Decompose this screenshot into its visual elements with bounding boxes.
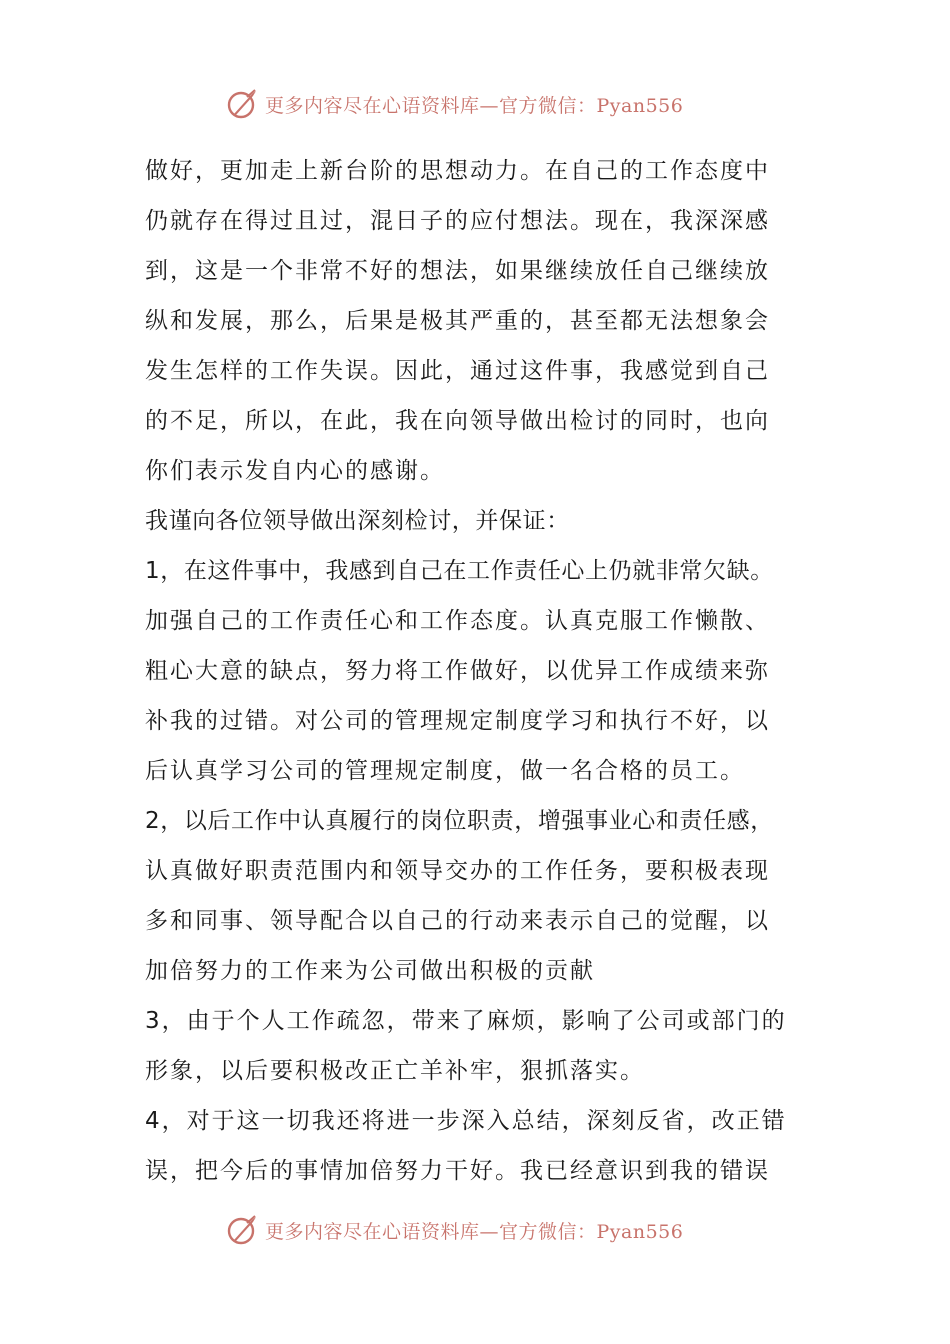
text-line: 加倍努力的工作来为公司做出积极的贡献 <box>145 958 595 984</box>
list-item-1: 1，在这件事中，我感到自己在工作责任心上仍就非常欠缺。 <box>145 558 774 584</box>
text-line: 仍就存在得过且过，混日子的应付想法。现在，我深深感 <box>145 208 770 234</box>
list-item-3: 3，由于个人工作疏忽，带来了麻烦，影响了公司或部门的 <box>145 1008 787 1034</box>
text-line: 你们表示发自内心的感谢。 <box>145 458 445 484</box>
text-line: 我谨向各位领导做出深刻检讨，并保证： <box>145 508 570 534</box>
text-line: 加强自己的工作责任心和工作态度。认真克服工作懒散、 <box>145 608 770 634</box>
header-banner <box>225 84 745 124</box>
text-line: 补我的过错。对公司的管理规定制度学习和执行不好，以 <box>145 708 770 734</box>
document-body <box>145 146 810 1196</box>
banner-text: 更多内容尽在心语资料库—官方微信：Pyan556 <box>265 1220 684 1243</box>
text-line: 发生怎样的工作失误。因此，通过这件事，我感觉到自己 <box>145 358 770 384</box>
text-line: 粗心大意的缺点，努力将工作做好，以优异工作成绩来弥 <box>145 658 770 684</box>
list-item-4: 4，对于这一切我还将进一步深入总结，深刻反省，改正错 <box>145 1108 787 1134</box>
text-line: 后认真学习公司的管理规定制度，做一名合格的员工。 <box>145 758 745 784</box>
text-line: 纵和发展，那么，后果是极其严重的，甚至都无法想象会 <box>145 308 770 334</box>
text-line: 认真做好职责范围内和领导交办的工作任务，要积极表现 <box>145 858 770 884</box>
footer-banner <box>225 1210 745 1250</box>
text-line: 到，这是一个非常不好的想法，如果继续放任自己继续放 <box>145 258 770 284</box>
banner-text: 更多内容尽在心语资料库—官方微信：Pyan556 <box>265 94 684 117</box>
quill-pen-icon <box>225 1212 261 1248</box>
list-item-2: 2，以后工作中认真履行的岗位职责，增强事业心和责任感， <box>145 808 774 834</box>
text-line: 形象，以后要积极改正亡羊补牢，狠抓落实。 <box>145 1058 645 1084</box>
text-line: 做好，更加走上新台阶的思想动力。在自己的工作态度中 <box>145 158 770 184</box>
text-line: 误，把今后的事情加倍努力干好。我已经意识到我的错误 <box>145 1158 770 1184</box>
text-line: 多和同事、领导配合以自己的行动来表示自己的觉醒，以 <box>145 908 770 934</box>
text-line: 的不足，所以，在此，我在向领导做出检讨的同时，也向 <box>145 408 770 434</box>
quill-pen-icon <box>225 86 261 122</box>
